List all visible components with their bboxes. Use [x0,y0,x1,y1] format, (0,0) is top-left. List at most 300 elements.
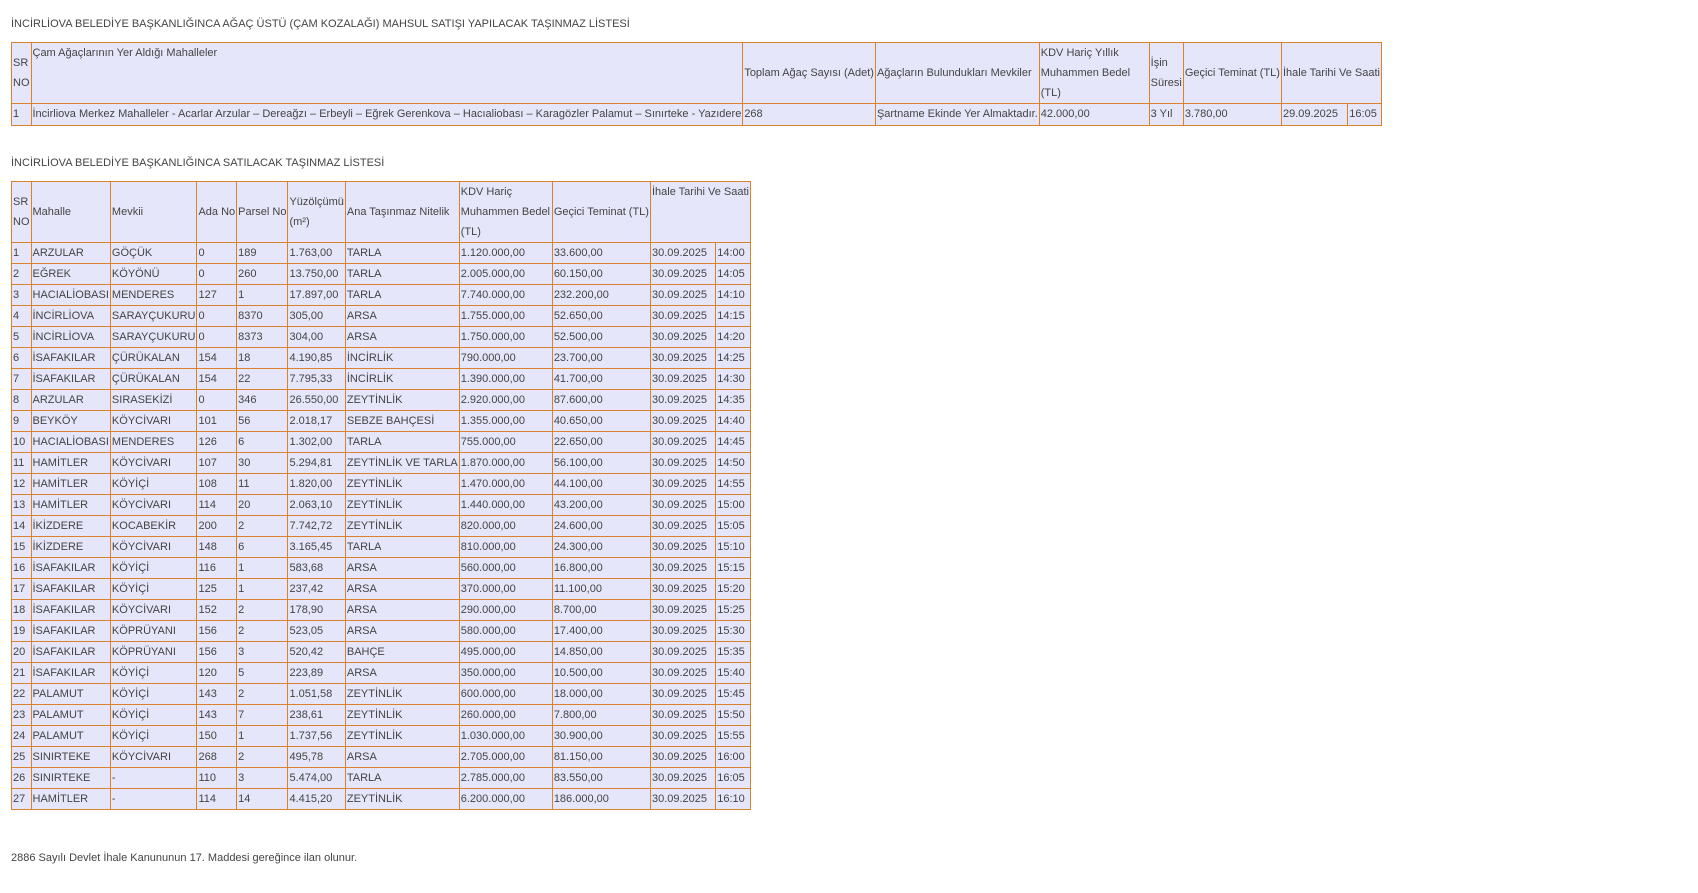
cell-ada: 101 [197,411,237,432]
cell-sr: 15 [12,537,32,558]
cell-sr: 8 [12,390,32,411]
cell-mevkii: ÇÜRÜKALAN [110,369,197,390]
cell-tarih: 30.09.2025 [650,726,715,747]
cell-ada: 143 [197,705,237,726]
cell-tarih: 30.09.2025 [650,432,715,453]
cell-nitelik: ARSA [345,600,459,621]
cell-mahalle: HAMİTLER [31,453,110,474]
cell-parsel: 1 [237,285,288,306]
cell-teminat: 52.500,00 [552,327,650,348]
header-ihale-tarihi: İhale Tarihi Ve Saati [1281,43,1381,104]
table-row [12,474,751,495]
table-row [12,705,751,726]
cell-saat: 14:10 [716,285,751,306]
cell-saat: 15:50 [716,705,751,726]
table2-title: İNCİRLİOVA BELEDİYE BAŞKANLIĞINCA SATILACAK TAŞINMAZ LİSTESİ [11,157,385,169]
cell-tarih: 30.09.2025 [650,684,715,705]
table-row [12,104,1382,126]
real-estate-sale-table [11,181,751,810]
cell-bedel: 495.000,00 [459,642,552,663]
cell-tarih: 30.09.2025 [650,243,715,264]
cell-saat: 14:30 [716,369,751,390]
header-toplam-agac: Toplam Ağaç Sayısı (Adet) [743,43,876,104]
cell-nitelik: TARLA [345,243,459,264]
cell-tarih: 30.09.2025 [650,579,715,600]
table-row [12,558,751,579]
cell-teminat: 16.800,00 [552,558,650,579]
table-row [12,768,751,789]
cell-parsel: 2 [237,621,288,642]
cell-mahalleler: İncirliova Merkez Mahalleler - Acarlar Arzular – Dereağzı – Erbeyli – Eğrek Gerenkova – Hacıaliobası – Karagözler Palamut – Sınırteke - Yazıdere [31,104,743,126]
cell-teminat: 44.100,00 [552,474,650,495]
table-row [12,243,751,264]
cell-tarih: 30.09.2025 [650,327,715,348]
cell-sr: 17 [12,579,32,600]
header-mahalleler: Çam Ağaçlarının Yer Aldığı Mahalleler [31,43,743,104]
header-mahalle: Mahalle [31,182,110,243]
cell-mevkii: KÖYCİVARI [110,747,197,768]
header-muhammen-bedel: KDV Hariç Muhammen Bedel (TL) [459,182,552,243]
cell-parsel: 346 [237,390,288,411]
cell-sr: 25 [12,747,32,768]
cell-bedel: 2.920.000,00 [459,390,552,411]
cell-saat: 15:40 [716,663,751,684]
cell-parsel: 1 [237,558,288,579]
cell-mahalle: PALAMUT [31,726,110,747]
cell-yuzolcum: 520,42 [288,642,345,663]
cell-mahalle: HACIALİOBASI [31,432,110,453]
cell-teminat: 8.700,00 [552,600,650,621]
cell-bedel: 560.000,00 [459,558,552,579]
cell-mevkii: KÖYİÇİ [110,474,197,495]
cell-parsel: 2 [237,516,288,537]
header-isin-suresi: İşin Süresi [1149,43,1183,104]
cell-nitelik: ZEYTİNLİK [345,789,459,810]
cell-yuzolcum: 223,89 [288,663,345,684]
cell-mevkii: KÖYİÇİ [110,579,197,600]
cell-saat: 16:05 [1348,104,1382,126]
cell-teminat: 30.900,00 [552,726,650,747]
cell-ada: 108 [197,474,237,495]
cell-ada: 0 [197,306,237,327]
cell-mahalle: İNCİRLİOVA [31,327,110,348]
cell-teminat: 22.650,00 [552,432,650,453]
cell-ada: 116 [197,558,237,579]
cell-nitelik: ZEYTİNLİK [345,390,459,411]
cell-bedel: 2.705.000,00 [459,747,552,768]
table-row [12,369,751,390]
cell-bedel: 370.000,00 [459,579,552,600]
table1-header-row [12,43,1382,104]
table2-body [12,243,751,810]
cell-mahalle: İSAFAKILAR [31,369,110,390]
header-yuzolcumu: Yüzölçümü (m²) [288,182,345,243]
table-row [12,348,751,369]
cell-tarih: 30.09.2025 [650,516,715,537]
cell-parsel: 7 [237,705,288,726]
cell-mahalle: HAMİTLER [31,474,110,495]
cell-teminat: 14.850,00 [552,642,650,663]
cell-ada: 268 [197,747,237,768]
cell-sr: 19 [12,621,32,642]
cell-tarih: 30.09.2025 [650,747,715,768]
cell-parsel: 6 [237,432,288,453]
cell-mevkii: MENDERES [110,432,197,453]
cell-tarih: 30.09.2025 [650,369,715,390]
cell-teminat: 17.400,00 [552,621,650,642]
cell-parsel: 14 [237,789,288,810]
cell-sr: 3 [12,285,32,306]
cell-sr: 10 [12,432,32,453]
cell-sr: 9 [12,411,32,432]
cell-parsel: 8373 [237,327,288,348]
cell-parsel: 2 [237,747,288,768]
cell-nitelik: İNCİRLİK [345,348,459,369]
cell-bedel: 1.030.000,00 [459,726,552,747]
cell-tarih: 29.09.2025 [1281,104,1347,126]
cell-ada: 126 [197,432,237,453]
cell-bedel: 6.200.000,00 [459,789,552,810]
header-ihale-tarihi: İhale Tarihi Ve Saati [650,182,750,243]
pine-cone-sale-table [11,42,1382,126]
cell-mevkii: KOCABEKİR [110,516,197,537]
cell-mevkii: KÖYCİVARI [110,453,197,474]
cell-mahalle: İSAFAKILAR [31,558,110,579]
cell-saat: 15:20 [716,579,751,600]
cell-saat: 15:05 [716,516,751,537]
cell-tarih: 30.09.2025 [650,537,715,558]
cell-parsel: 11 [237,474,288,495]
cell-teminat: 41.700,00 [552,369,650,390]
cell-bedel: 1.355.000,00 [459,411,552,432]
cell-mahalle: İSAFAKILAR [31,621,110,642]
cell-yuzolcum: 17.897,00 [288,285,345,306]
cell-saat: 15:00 [716,495,751,516]
cell-parsel: 189 [237,243,288,264]
table-row [12,642,751,663]
table-row [12,516,751,537]
cell-parsel: 22 [237,369,288,390]
cell-teminat: 81.150,00 [552,747,650,768]
cell-sr: 24 [12,726,32,747]
cell-mahalle: İNCİRLİOVA [31,306,110,327]
cell-yuzolcum: 304,00 [288,327,345,348]
cell-ada: 125 [197,579,237,600]
cell-nitelik: ARSA [345,579,459,600]
cell-bedel: 2.785.000,00 [459,768,552,789]
cell-mevkii: KÖYCİVARI [110,495,197,516]
table-row [12,789,751,810]
table-row [12,495,751,516]
header-gecici-teminat: Geçici Teminat (TL) [552,182,650,243]
cell-tarih: 30.09.2025 [650,285,715,306]
cell-nitelik: İNCİRLİK [345,369,459,390]
cell-yuzolcum: 1.763,00 [288,243,345,264]
cell-sr: 27 [12,789,32,810]
cell-saat: 16:00 [716,747,751,768]
cell-mevkii: SIRASEKİZİ [110,390,197,411]
cell-mevkii: ÇÜRÜKALAN [110,348,197,369]
cell-sr: 22 [12,684,32,705]
cell-ada: 107 [197,453,237,474]
cell-tarih: 30.09.2025 [650,306,715,327]
cell-saat: 14:15 [716,306,751,327]
cell-teminat: 43.200,00 [552,495,650,516]
cell-mahalle: İSAFAKILAR [31,600,110,621]
cell-bedel: 7.740.000,00 [459,285,552,306]
cell-tarih: 30.09.2025 [650,621,715,642]
cell-bedel: 1.470.000,00 [459,474,552,495]
cell-saat: 14:20 [716,327,751,348]
cell-sr: 20 [12,642,32,663]
cell-saat: 14:45 [716,432,751,453]
cell-mevkiler: Şartname Ekinde Yer Almaktadır. [875,104,1039,126]
cell-saat: 16:05 [716,768,751,789]
cell-mahalle: SINIRTEKE [31,747,110,768]
cell-tarih: 30.09.2025 [650,348,715,369]
cell-tarih: 30.09.2025 [650,642,715,663]
cell-yuzolcum: 4.190,85 [288,348,345,369]
cell-saat: 14:35 [716,390,751,411]
table-row [12,600,751,621]
cell-sr: 2 [12,264,32,285]
cell-saat: 15:25 [716,600,751,621]
cell-sr: 5 [12,327,32,348]
header-nitelik: Ana Taşınmaz Nitelik [345,182,459,243]
cell-ada: 154 [197,348,237,369]
cell-teminat: 7.800,00 [552,705,650,726]
cell-nitelik: ZEYTİNLİK [345,684,459,705]
cell-nitelik: ARSA [345,747,459,768]
cell-mahalle: PALAMUT [31,705,110,726]
cell-parsel: 30 [237,453,288,474]
cell-tarih: 30.09.2025 [650,495,715,516]
cell-sr: 6 [12,348,32,369]
cell-teminat: 186.000,00 [552,789,650,810]
cell-teminat: 56.100,00 [552,453,650,474]
cell-parsel: 56 [237,411,288,432]
cell-ada: 143 [197,684,237,705]
cell-sr: 4 [12,306,32,327]
cell-saat: 14:25 [716,348,751,369]
cell-bedel: 810.000,00 [459,537,552,558]
cell-yuzolcum: 238,61 [288,705,345,726]
cell-nitelik: TARLA [345,264,459,285]
cell-mevkii: KÖYİÇİ [110,705,197,726]
cell-mahalle: İKİZDERE [31,516,110,537]
cell-ada: 200 [197,516,237,537]
cell-mahalle: İSAFAKILAR [31,642,110,663]
cell-bedel: 1.870.000,00 [459,453,552,474]
table-row [12,663,751,684]
cell-tarih: 30.09.2025 [650,600,715,621]
header-sr-no: SR NO [12,43,32,104]
cell-mahalle: İSAFAKILAR [31,348,110,369]
footer-note: 2886 Sayılı Devlet İhale Kanununun 17. Maddesi gereğince ilan olunur. [11,852,358,864]
cell-yuzolcum: 237,42 [288,579,345,600]
cell-nitelik: TARLA [345,768,459,789]
cell-ada: 148 [197,537,237,558]
table-row [12,684,751,705]
cell-bedel: 2.005.000,00 [459,264,552,285]
cell-saat: 14:40 [716,411,751,432]
cell-mevkii: KÖYİÇİ [110,663,197,684]
cell-parsel: 2 [237,684,288,705]
cell-nitelik: ZEYTİNLİK [345,474,459,495]
cell-mahalle: HAMİTLER [31,495,110,516]
cell-yuzolcum: 26.550,00 [288,390,345,411]
table-row [12,453,751,474]
cell-mevkii: KÖYCİVARI [110,600,197,621]
cell-mahalle: ARZULAR [31,243,110,264]
cell-nitelik: ARSA [345,306,459,327]
table-row [12,327,751,348]
cell-mahalle: İKİZDERE [31,537,110,558]
cell-yuzolcum: 1.051,58 [288,684,345,705]
cell-mahalle: EĞREK [31,264,110,285]
cell-mevkii: KÖYCİVARI [110,537,197,558]
cell-teminat: 60.150,00 [552,264,650,285]
table2-header-row [12,182,751,243]
header-yillik-bedel: KDV Hariç Yıllık Muhammen Bedel (TL) [1039,43,1149,104]
cell-sr: 1 [12,104,32,126]
table-row [12,432,751,453]
cell-tarih: 30.09.2025 [650,558,715,579]
cell-parsel: 260 [237,264,288,285]
cell-bedel: 820.000,00 [459,516,552,537]
cell-nitelik: ZEYTİNLİK [345,705,459,726]
cell-nitelik: ZEYTİNLİK [345,726,459,747]
cell-ada: 150 [197,726,237,747]
cell-ada: 110 [197,768,237,789]
cell-mevkii: - [110,768,197,789]
cell-nitelik: TARLA [345,432,459,453]
cell-yuzolcum: 178,90 [288,600,345,621]
cell-teminat: 3.780,00 [1183,104,1281,126]
table1-title: İNCİRLİOVA BELEDİYE BAŞKANLIĞINCA AĞAÇ ÜSTÜ (ÇAM KOZALAĞI) MAHSUL SATIŞI YAPILACAK TAŞINMAZ LİSTESİ [11,18,630,30]
cell-mahalle: HACIALİOBASI [31,285,110,306]
cell-saat: 15:10 [716,537,751,558]
cell-parsel: 6 [237,537,288,558]
cell-ada: 152 [197,600,237,621]
cell-mahalle: BEYKÖY [31,411,110,432]
cell-sr: 21 [12,663,32,684]
cell-yuzolcum: 7.795,33 [288,369,345,390]
cell-bedel: 580.000,00 [459,621,552,642]
cell-mevkii: SARAYÇUKURU [110,306,197,327]
cell-yuzolcum: 13.750,00 [288,264,345,285]
cell-teminat: 11.100,00 [552,579,650,600]
cell-teminat: 24.600,00 [552,516,650,537]
table-row [12,747,751,768]
cell-bedel: 1.440.000,00 [459,495,552,516]
cell-ada: 156 [197,642,237,663]
cell-mevkii: KÖPRÜYANI [110,642,197,663]
cell-ada: 154 [197,369,237,390]
cell-yuzolcum: 1.302,00 [288,432,345,453]
cell-teminat: 232.200,00 [552,285,650,306]
cell-teminat: 87.600,00 [552,390,650,411]
cell-parsel: 3 [237,642,288,663]
cell-nitelik: ARSA [345,621,459,642]
cell-bedel: 260.000,00 [459,705,552,726]
header-gecici-teminat: Geçici Teminat (TL) [1183,43,1281,104]
cell-parsel: 1 [237,726,288,747]
cell-bedel: 1.755.000,00 [459,306,552,327]
cell-mevkii: KÖPRÜYANI [110,621,197,642]
cell-bedel: 1.390.000,00 [459,369,552,390]
cell-tarih: 30.09.2025 [650,768,715,789]
cell-bedel: 350.000,00 [459,663,552,684]
cell-saat: 15:15 [716,558,751,579]
cell-sure: 3 Yıl [1149,104,1183,126]
cell-sr: 16 [12,558,32,579]
cell-sr: 18 [12,600,32,621]
cell-teminat: 83.550,00 [552,768,650,789]
header-sr-no: SR NO [12,182,32,243]
cell-mevkii: KÖYİÇİ [110,726,197,747]
cell-yuzolcum: 2.063,10 [288,495,345,516]
cell-sr: 12 [12,474,32,495]
cell-yuzolcum: 5.474,00 [288,768,345,789]
cell-parsel: 3 [237,768,288,789]
cell-parsel: 1 [237,579,288,600]
cell-tarih: 30.09.2025 [650,663,715,684]
cell-ada: 0 [197,390,237,411]
cell-ada: 156 [197,621,237,642]
cell-mevkii: SARAYÇUKURU [110,327,197,348]
header-mevkii: Mevkii [110,182,197,243]
cell-saat: 14:05 [716,264,751,285]
cell-tarih: 30.09.2025 [650,705,715,726]
cell-parsel: 20 [237,495,288,516]
cell-bedel: 1.750.000,00 [459,327,552,348]
cell-bedel: 42.000,00 [1039,104,1149,126]
cell-yuzolcum: 523,05 [288,621,345,642]
cell-saat: 14:00 [716,243,751,264]
header-ada-no: Ada No [197,182,237,243]
cell-saat: 14:50 [716,453,751,474]
cell-tarih: 30.09.2025 [650,474,715,495]
cell-teminat: 40.650,00 [552,411,650,432]
cell-ada: 114 [197,789,237,810]
cell-saat: 15:35 [716,642,751,663]
table-row [12,306,751,327]
cell-saat: 16:10 [716,789,751,810]
cell-teminat: 24.300,00 [552,537,650,558]
cell-teminat: 18.000,00 [552,684,650,705]
table-row [12,537,751,558]
cell-sr: 14 [12,516,32,537]
cell-sr: 7 [12,369,32,390]
cell-yuzolcum: 7.742,72 [288,516,345,537]
cell-mahalle: İSAFAKILAR [31,579,110,600]
table-row [12,390,751,411]
cell-teminat: 10.500,00 [552,663,650,684]
cell-saat: 15:30 [716,621,751,642]
table-row [12,285,751,306]
cell-ada: 0 [197,264,237,285]
cell-mevkii: GÖÇÜK [110,243,197,264]
header-parsel-no: Parsel No [237,182,288,243]
cell-mahalle: HAMİTLER [31,789,110,810]
cell-mevkii: KÖYİÇİ [110,558,197,579]
header-mevkiler: Ağaçların Bulundukları Mevkiler [875,43,1039,104]
cell-yuzolcum: 495,78 [288,747,345,768]
cell-saat: 14:55 [716,474,751,495]
cell-parsel: 8370 [237,306,288,327]
cell-parsel: 18 [237,348,288,369]
